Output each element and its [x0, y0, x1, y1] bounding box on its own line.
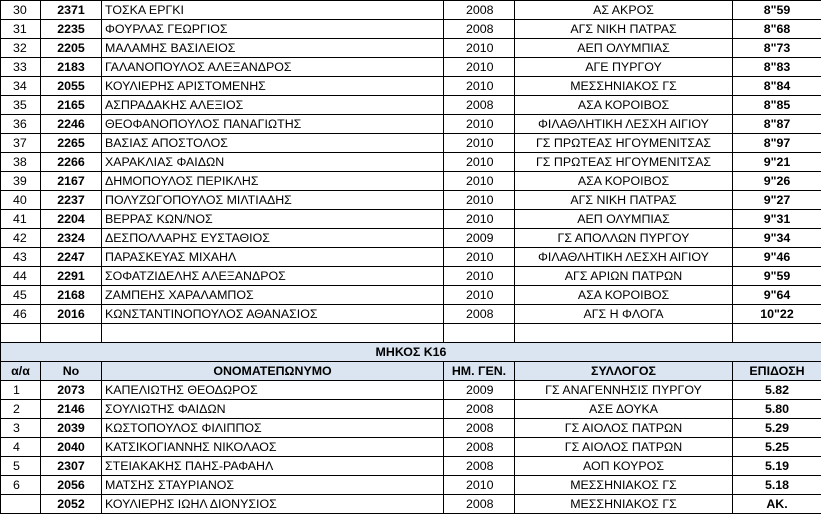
name-cell: ΔΕΣΠΟΛΛΑΡΗΣ ΕΥΣΤΑΘΙΟΣ: [102, 229, 444, 248]
birth-year-cell: 2008: [444, 400, 515, 419]
name-cell: ΚΩΣΤΟΠΟΥΛΟΣ ΦΙΛΙΠΠΟΣ: [102, 419, 444, 438]
birth-year-cell: 2010: [444, 191, 515, 210]
position-cell: 45: [1, 286, 41, 305]
bottom-results-body: [1, 381, 821, 514]
number-cell: 2056: [41, 476, 102, 495]
birth-year-cell: 2010: [444, 58, 515, 77]
club-cell: ΑΣΕ ΔΟΥΚΑ: [515, 400, 733, 419]
name-cell: ΚΟΥΛΙΕΡΗΣ ΙΩΗΛ ΔΙΟΝΥΣΙΟΣ: [102, 495, 444, 514]
performance-cell: 9"34: [733, 229, 821, 248]
birth-year-cell: 2010: [444, 476, 515, 495]
header-birth-year: ΗΜ. ΓΕΝ.: [444, 362, 515, 381]
position-cell: 33: [1, 58, 41, 77]
performance-cell: 8"59: [733, 1, 821, 20]
name-cell: ΠΟΛΥΖΩΓΟΠΟΥΛΟΣ ΜΙΛΤΙΑΔΗΣ: [102, 191, 444, 210]
birth-year-cell: 2010: [444, 172, 515, 191]
club-cell: ΑΓΣ ΑΡΙΩΝ ΠΑΤΡΩΝ: [515, 267, 733, 286]
performance-cell: 8"97: [733, 134, 821, 153]
birth-year-cell: 2010: [444, 39, 515, 58]
club-cell: ΑΣ ΑΚΡΟΣ: [515, 1, 733, 20]
club-cell: ΑΓΣ ΝΙΚΗ ΠΑΤΡΑΣ: [515, 191, 733, 210]
position-cell: 2: [1, 400, 41, 419]
position-cell: 37: [1, 134, 41, 153]
performance-cell: 9"64: [733, 286, 821, 305]
name-cell: ΣΟΦΑΤΖΙΔΕΛΗΣ ΑΛΕΞΑΝΔΡΟΣ: [102, 267, 444, 286]
number-cell: 2266: [41, 153, 102, 172]
club-cell: ΜΕΣΣΗΝΙΑΚΟΣ ΓΣ: [515, 77, 733, 96]
table-row: [1, 229, 821, 248]
name-cell: ΓΑΛΑΝΟΠΟΥΛΟΣ ΑΛΕΞΑΝΔΡΟΣ: [102, 58, 444, 77]
club-cell: ΦΙΛΑΘΛΗΤΙΚΗ ΛΕΣΧΗ ΑΙΓΙΟΥ: [515, 115, 733, 134]
number-cell: 2040: [41, 438, 102, 457]
name-cell: ΚΑΤΣΙΚΟΓΙΑΝΝΗΣ ΝΙΚΟΛΑΟΣ: [102, 438, 444, 457]
performance-cell: 8"68: [733, 20, 821, 39]
name-cell: ΚΑΠΕΛΙΩΤΗΣ ΘΕΟΔΩΡΟΣ: [102, 381, 444, 400]
club-cell: ΓΣ ΑΙΟΛΟΣ ΠΑΤΡΩΝ: [515, 438, 733, 457]
number-cell: 2039: [41, 419, 102, 438]
table-row: [1, 153, 821, 172]
performance-cell: 5.25: [733, 438, 821, 457]
club-cell: ΓΣ ΠΡΩΤΕΑΣ ΗΓΟΥΜΕΝΙΤΣΑΣ: [515, 153, 733, 172]
header-name: ΟΝΟΜΑΤΕΠΩΝΥΜΟ: [102, 362, 444, 381]
name-cell: ΜΑΛΑΜΗΣ ΒΑΣΙΛΕΙΟΣ: [102, 39, 444, 58]
name-cell: ΚΟΥΛΙΕΡΗΣ ΑΡΙΣΤΟΜΕΝΗΣ: [102, 77, 444, 96]
name-cell: ΒΑΣΙΑΣ ΑΠΟΣΤΟΛΟΣ: [102, 134, 444, 153]
performance-cell: 9"31: [733, 210, 821, 229]
table-row: [1, 191, 821, 210]
birth-year-cell: 2010: [444, 153, 515, 172]
table-row: [1, 248, 821, 267]
table-row: [1, 39, 821, 58]
performance-cell: ΑΚ.: [733, 495, 821, 514]
name-cell: ΒΕΡΡΑΣ ΚΩΝ/ΝΟΣ: [102, 210, 444, 229]
number-cell: 2055: [41, 77, 102, 96]
section-title-row: [1, 343, 821, 362]
position-cell: 39: [1, 172, 41, 191]
name-cell: ΘΕΟΦΑΝΟΠΟΥΛΟΣ ΠΑΝΑΓΙΩΤΗΣ: [102, 115, 444, 134]
table-row: [1, 476, 821, 495]
club-cell: ΓΣ ΑΝΑΓΕΝΝΗΣΙΣ ΠΥΡΓΟΥ: [515, 381, 733, 400]
performance-cell: 5.80: [733, 400, 821, 419]
birth-year-cell: 2010: [444, 267, 515, 286]
position-cell: 44: [1, 267, 41, 286]
number-cell: 2183: [41, 58, 102, 77]
name-cell: ΧΑΡΑΚΛΙΑΣ ΦΑΙΔΩΝ: [102, 153, 444, 172]
header-row: [1, 362, 821, 381]
club-cell: ΑΟΠ ΚΟΥΡΟΣ: [515, 457, 733, 476]
number-cell: 2146: [41, 400, 102, 419]
club-cell: ΑΓΕ ΠΥΡΓΟΥ: [515, 58, 733, 77]
name-cell: ΣΟΥΛΙΩΤΗΣ ΦΑΙΔΩΝ: [102, 400, 444, 419]
number-cell: 2371: [41, 1, 102, 20]
name-cell: ΣΤΕΙΑΚΑΚΗΣ ΠΑΗΣ-ΡΑΦΑΗΛ: [102, 457, 444, 476]
position-cell: 46: [1, 305, 41, 324]
number-cell: 2237: [41, 191, 102, 210]
position-cell: 42: [1, 229, 41, 248]
performance-cell: 9"21: [733, 153, 821, 172]
number-cell: 2168: [41, 286, 102, 305]
name-cell: ΜΑΤΣΗΣ ΣΤΑΥΡΙΑΝΟΣ: [102, 476, 444, 495]
birth-year-cell: 2010: [444, 77, 515, 96]
position-cell: 35: [1, 96, 41, 115]
number-cell: 2165: [41, 96, 102, 115]
table-row: [1, 77, 821, 96]
position-cell: 43: [1, 248, 41, 267]
performance-cell: 9"26: [733, 172, 821, 191]
number-cell: 2073: [41, 381, 102, 400]
club-cell: ΑΓΣ Η ΦΛΟΓΑ: [515, 305, 733, 324]
position-cell: 32: [1, 39, 41, 58]
club-cell: ΦΙΛΑΘΛΗΤΙΚΗ ΛΕΣΧΗ ΑΙΓΙΟΥ: [515, 248, 733, 267]
performance-cell: 8"73: [733, 39, 821, 58]
performance-cell: 10"22: [733, 305, 821, 324]
birth-year-cell: 2010: [444, 210, 515, 229]
table-row: [1, 96, 821, 115]
performance-cell: 5.19: [733, 457, 821, 476]
table-row: [1, 134, 821, 153]
position-cell: [1, 495, 41, 514]
club-cell: ΜΕΣΣΗΝΙΑΚΟΣ ΓΣ: [515, 495, 733, 514]
performance-cell: 8"84: [733, 77, 821, 96]
name-cell: ΔΗΜΟΠΟΥΛΟΣ ΠΕΡΙΚΛΗΣ: [102, 172, 444, 191]
table-row: [1, 115, 821, 134]
number-cell: 2265: [41, 134, 102, 153]
number-cell: 2246: [41, 115, 102, 134]
position-cell: 31: [1, 20, 41, 39]
position-cell: 3: [1, 419, 41, 438]
birth-year-cell: 2010: [444, 248, 515, 267]
birth-year-cell: 2008: [444, 457, 515, 476]
position-cell: 41: [1, 210, 41, 229]
table-row: [1, 495, 821, 514]
performance-cell: 5.82: [733, 381, 821, 400]
table-row: [1, 457, 821, 476]
club-cell: ΑΓΣ ΝΙΚΗ ΠΑΤΡΑΣ: [515, 20, 733, 39]
club-cell: ΑΕΠ ΟΛΥΜΠΙΑΣ: [515, 39, 733, 58]
position-cell: 4: [1, 438, 41, 457]
table-row: [1, 286, 821, 305]
position-cell: 38: [1, 153, 41, 172]
section-title: ΜΗΚΟΣ Κ16: [1, 343, 821, 362]
number-cell: 2324: [41, 229, 102, 248]
birth-year-cell: 2010: [444, 286, 515, 305]
table-row: [1, 267, 821, 286]
number-cell: 2205: [41, 39, 102, 58]
number-cell: 2204: [41, 210, 102, 229]
birth-year-cell: 2010: [444, 134, 515, 153]
name-cell: ΠΑΡΑΣΚΕΥΑΣ ΜΙΧΑΗΛ: [102, 248, 444, 267]
performance-cell: 9"27: [733, 191, 821, 210]
name-cell: ΦΟΥΡΛΑΣ ΓΕΩΡΓΙΟΣ: [102, 20, 444, 39]
performance-cell: 8"85: [733, 96, 821, 115]
number-cell: 2235: [41, 20, 102, 39]
table-row: [1, 305, 821, 324]
club-cell: ΑΕΠ ΟΛΥΜΠΙΑΣ: [515, 210, 733, 229]
position-cell: 5: [1, 457, 41, 476]
club-cell: ΑΣΑ ΚΟΡΟΙΒΟΣ: [515, 172, 733, 191]
club-cell: ΜΕΣΣΗΝΙΑΚΟΣ ΓΣ: [515, 476, 733, 495]
number-cell: 2291: [41, 267, 102, 286]
name-cell: ΑΣΠΡΑΔΑΚΗΣ ΑΛΕΞΙΟΣ: [102, 96, 444, 115]
position-cell: 40: [1, 191, 41, 210]
birth-year-cell: 2008: [444, 495, 515, 514]
birth-year-cell: 2009: [444, 381, 515, 400]
performance-cell: 8"87: [733, 115, 821, 134]
performance-cell: 5.18: [733, 476, 821, 495]
table-row: [1, 20, 821, 39]
birth-year-cell: 2008: [444, 96, 515, 115]
club-cell: ΑΣΑ ΚΟΡΟΙΒΟΣ: [515, 96, 733, 115]
header-number: Νο: [41, 362, 102, 381]
performance-cell: 9"59: [733, 267, 821, 286]
header-performance: ΕΠΙΔΟΣΗ: [733, 362, 821, 381]
position-cell: 30: [1, 1, 41, 20]
number-cell: 2167: [41, 172, 102, 191]
performance-cell: 9"46: [733, 248, 821, 267]
club-cell: ΑΣΑ ΚΟΡΟΙΒΟΣ: [515, 286, 733, 305]
number-cell: 2247: [41, 248, 102, 267]
club-cell: ΓΣ ΠΡΩΤΕΑΣ ΗΓΟΥΜΕΝΙΤΣΑΣ: [515, 134, 733, 153]
table-row: [1, 172, 821, 191]
performance-cell: 5.29: [733, 419, 821, 438]
birth-year-cell: 2008: [444, 419, 515, 438]
header-club: ΣΥΛΛΟΓΟΣ: [515, 362, 733, 381]
number-cell: 2052: [41, 495, 102, 514]
table-row: [1, 210, 821, 229]
birth-year-cell: 2010: [444, 115, 515, 134]
club-cell: ΓΣ ΑΠΟΛΛΩΝ ΠΥΡΓΟΥ: [515, 229, 733, 248]
header-position: α/α: [1, 362, 41, 381]
club-cell: ΓΣ ΑΙΟΛΟΣ ΠΑΤΡΩΝ: [515, 419, 733, 438]
number-cell: 2307: [41, 457, 102, 476]
blank-row: [1, 324, 821, 343]
table-row: [1, 1, 821, 20]
name-cell: ΚΩΝΣΤΑΝΤΙΝΟΠΟΥΛΟΣ ΑΘΑΝΑΣΙΟΣ: [102, 305, 444, 324]
table-row: [1, 419, 821, 438]
table-row: [1, 381, 821, 400]
position-cell: 36: [1, 115, 41, 134]
number-cell: 2016: [41, 305, 102, 324]
position-cell: 34: [1, 77, 41, 96]
birth-year-cell: 2008: [444, 305, 515, 324]
birth-year-cell: 2008: [444, 1, 515, 20]
table-row: [1, 438, 821, 457]
birth-year-cell: 2008: [444, 20, 515, 39]
birth-year-cell: 2008: [444, 438, 515, 457]
table-row: [1, 400, 821, 419]
name-cell: ΤΟΣΚΑ ΕΡΓΚΙ: [102, 1, 444, 20]
name-cell: ΖΑΜΠΕΗΣ ΧΑΡΑΛΑΜΠΟΣ: [102, 286, 444, 305]
birth-year-cell: 2009: [444, 229, 515, 248]
position-cell: 6: [1, 476, 41, 495]
performance-cell: 8"83: [733, 58, 821, 77]
position-cell: 1: [1, 381, 41, 400]
top-results-body: [1, 1, 821, 324]
table-row: [1, 58, 821, 77]
